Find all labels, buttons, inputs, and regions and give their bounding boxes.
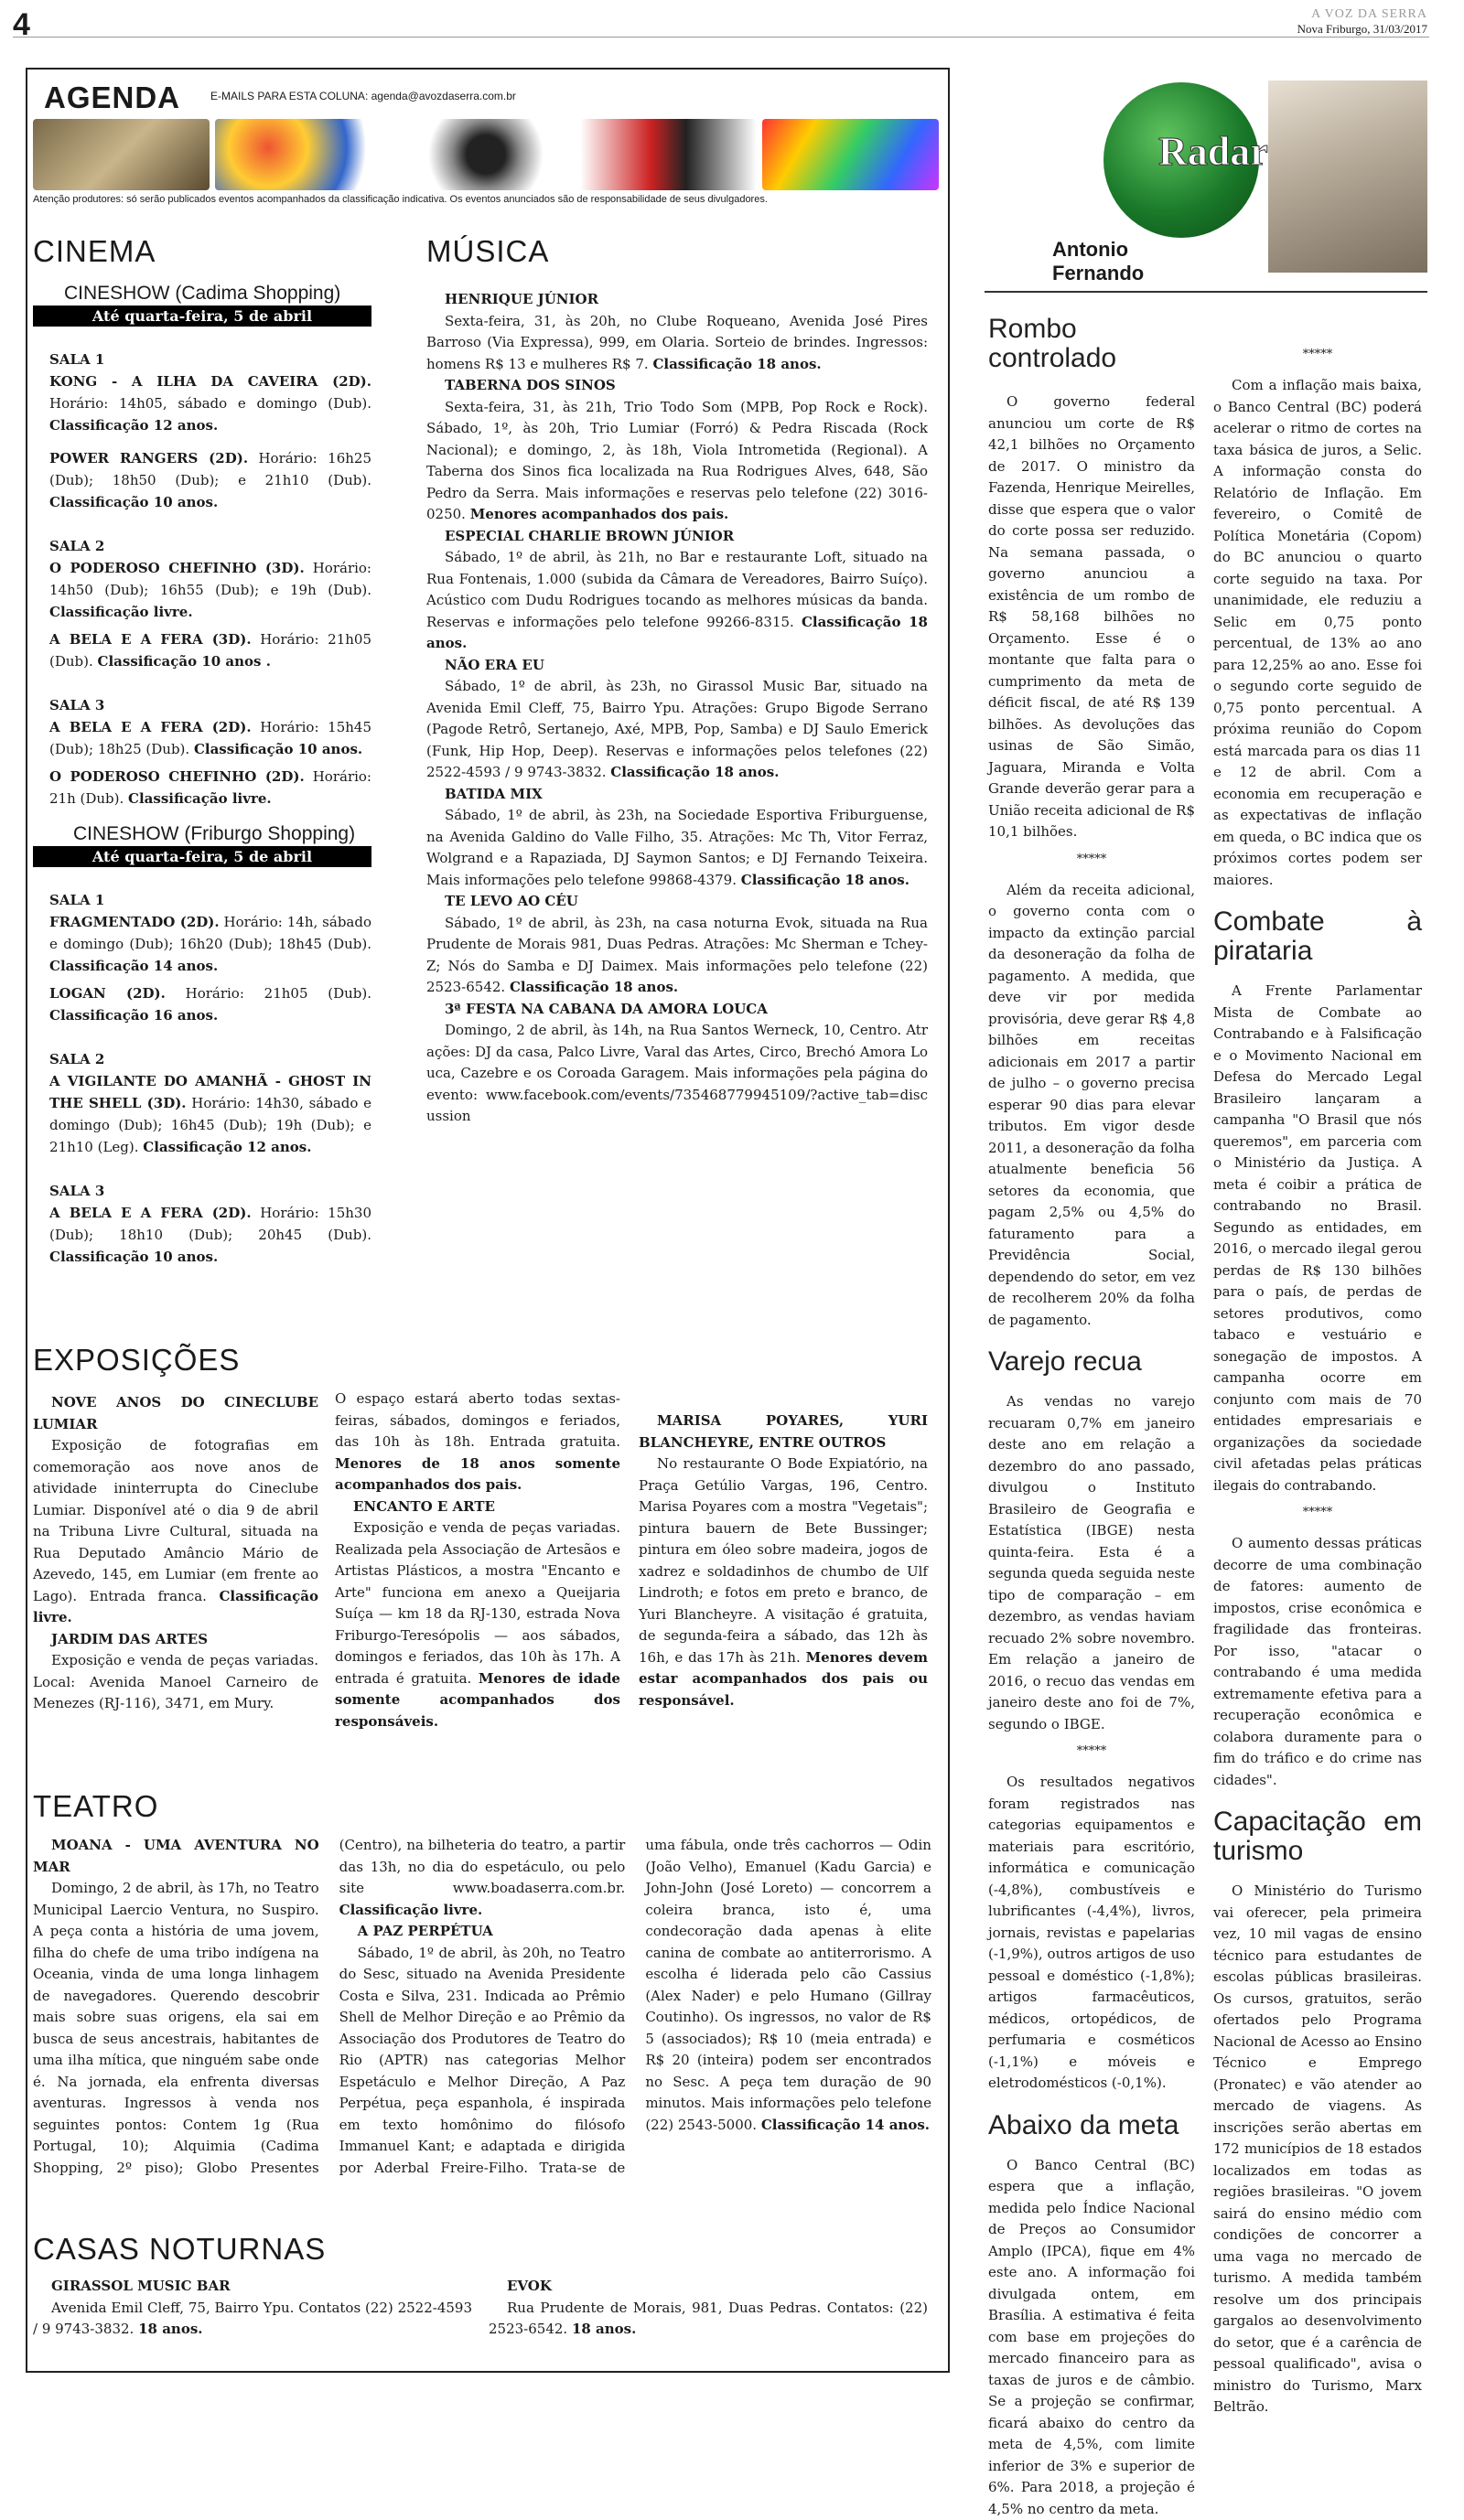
movie-listing: FRAGMENTADO (2D). Horário: 14h, sábado e domingo (Dub); 16h20 (Dub); 18h45 (Dub). Classificação 14 anos. xyxy=(49,911,371,977)
newspaper-name: A VOZ DA SERRA xyxy=(1297,7,1427,22)
separator-stars: ***** xyxy=(1213,1502,1422,1524)
exhibit-title: NOVE ANOS DO CINECLUBE LUMIAR xyxy=(33,1392,318,1435)
period-cadima: Até quarta-feira, 5 de abril xyxy=(33,306,371,327)
children-drawings-image xyxy=(215,119,392,190)
separator-stars: ***** xyxy=(988,849,1195,871)
exhibit-text: No restaurante O Bode Expiatório, na Praça Getúlio Vargas, 196, Centro. Marisa Poyares com a mostra "Vegetais"; pintura bauern de Bete Bussinger; pintura em óleo sobre madeira, jogos de xadrez e soldadinhos de chumbo de Ulf Lindroth; e fotos em preto e branco, de Yuri Blancheyre. A visitação é gratuita, de segunda-feira a sábado, das 12h às 16h, e das 17h às 21h. Menores devem estar acompanhados dos pais ou responsável. xyxy=(639,1453,928,1711)
period-friburgo: Até quarta-feira, 5 de abril xyxy=(33,847,371,867)
page-number: 4 xyxy=(13,7,30,43)
vinyl-record-image xyxy=(397,119,574,190)
event-text: Sábado, 1º de abril, às 23h, no Girassol Music Bar, situado na Avenida Emil Cleff, 75, Bairro Ypu. Atrações: Grupo Bigode Serrano (Pagode Retrô, Sertanejo, Axé, MPB, Pop, Samba) e DJ Saulo Emerick (Funk, Hip Hop, Deep). Reservas e informações pelos telefones (22) 2522-4593 / 9 9743-3832. Classificação 18 anos. xyxy=(426,676,928,784)
radar-col1 xyxy=(988,315,1195,2520)
radar-text: O governo federal anunciou um corte de R$ 42,1 bilhões no Orçamento de 2017. O ministro da Fazenda, Henrique Meirelles, disse que espera que o valor do corte possa ser reduzido. Na semana passada, o governo anunciou a existência de um rombo de R$ 58,168 bilhões no Orçamento. Esse é o montante que falta para o cumprimento da meta de déficit fiscal, de até R$ 139 bilhões. As devoluções das usinas de São Simão, Jaguara, Miranda e Volta Grande deverão gerar para a União receita adicional de R$ 10,1 bilhões. xyxy=(988,391,1195,843)
exhibit-title: MARISA POYARES, YURI BLANCHEYRE, ENTRE OUTROS xyxy=(639,1410,928,1453)
movie-listing: KONG - A ILHA DA CAVEIRA (2D). Horário: 14h05, sábado e domingo (Dub). Classificação 12 anos. xyxy=(49,370,371,436)
teatro-heading: TEATRO xyxy=(33,1789,158,1824)
sala-label: SALA 2 xyxy=(49,535,371,557)
radar-text: O Ministério do Turismo vai oferecer, pela primeira vez, 10 mil vagas de ensino técnico para estudantes de escolas públicas brasileiras. Os cursos, gratuitos, serão ofertados pelo Programa Nacional de Acesso ao Ensino Técnico e Emprego (Pronatec) e vão atender ao mercado de viagens. As inscrições serão abertas em 172 municípios de 18 estados localizados em todas as regiões brasileiras. "O jovem sairá do ensino médio com condições de concorrer a uma vaga no mercado de turismo. A medida também resolve um dos principais gargalos ao desenvolvimento do setor, que é a carência de pessoal qualificado", avisa o ministro do Turismo, Marx Beltrão. xyxy=(1213,1881,1422,2418)
event-title: HENRIQUE JÚNIOR xyxy=(426,289,928,311)
radar-text: A Frente Parlamentar Mista de Combate ao Contrabando e à Falsificação e o Movimento Nacional em Defesa do Mercado Legal Brasileiro lançaram a campanha "O Brasil que nós queremos", em parceria com o Ministério da Justiça. A meta é coibir a prática de contrabando no Brasil. Segundo as entidades, em 2016, o mercado ilegal gerou perdas de R$ 130 bilhões para o país, de perdas de setores produtivos, como tabaco e vestuário e sonegação de impostos. A campanha ocorre em conjunto com mais de 70 entidades empresariais e organizações da sociedade civil afetadas pelas práticas ilegais do contrabando. xyxy=(1213,981,1422,1496)
paint-colors-image xyxy=(762,119,939,190)
radar-heading: Varejo recua xyxy=(988,1347,1195,1377)
movie-listing: O PODEROSO CHEFINHO (3D). Horário: 14h50 (Dub); 16h55 (Dub); e 19h (Dub). Classificação livre. xyxy=(49,557,371,623)
venue-friburgo: CINESHOW (Friburgo Shopping) xyxy=(33,822,371,847)
exposicoes-col3 xyxy=(639,1389,928,1711)
club-text: Avenida Emil Cleff, 75, Bairro Ypu. Contatos (22) 2522-4593 / 9 9743-3832. 18 anos. xyxy=(33,2298,472,2341)
exhibit-text: Exposição e venda de peças variadas. Realizada pela Associação de Artesãos e Artistas Plásticos, a mostra "Encanto e Arte" funciona em anexo a Queijaria Suíça — km 18 da RJ-130, estrada Nova Friburgo-Teresópolis — aos sábados, domingos e feriados, das 10h às 17h. A entrada é gratuita. Menores de idade somente acompanhados dos responsáveis. xyxy=(335,1517,620,1732)
play-text: Sábado, 1º de abril, às 20h, no Teatro do Sesc, situado na Avenida Presidente Costa e Silva, 231. Indicada ao Prêmio Shell de Melhor Direção e ao Prêmio da Associação dos Produtores de Teatro do Rio (APTR) nas categorias Melhor Espetáculo e Melhor Direção, A Paz Perpétua, peça espanhola, é inspirada em texto homônimo do filósofo Immanuel Kant; e adaptada e dirigida por Aderbal Freire-Filho. Trata-se de uma fábula, onde três cachorros — Odin (João Velho), Emanuel (Kadu Garcia) e John-John (José Loreto) — concorrem a coleira branca, isto é, uma condecoração dada apenas à elite canina de combate ao antiterrorismo. A escolha é liderada pelo cão Cassius (Alex Nader) e pelo Humano (Gillray Coutinho). Os ingressos, no valor de R$ 5 (associados); R$ 10 (meia entrada) e R$ 20 (inteira) podem ser encontrados no Sesc. A peça tem duração de 90 minutos. Mais informações pelo telefone (22) 2543-5000. Classificação 14 anos. xyxy=(339,1835,931,2179)
radar-text: O Banco Central (BC) espera que a inflação, medida pelo Índice Nacional de Preços ao Consumidor Amplo (IPCA), fique em 4% este ano. A informação foi divulgada ontem, em Brasília. A estimativa é feita com base em projeções do mercado financeiro para as taxas de juros e de câmbio. Se a projeção se confirmar, ficará abaixo do centro da meta de 4,5%, com limite inferior de 3% e superior de 6%. Para 2018, a projeção é 4,5% no centro da meta. xyxy=(988,2155,1195,2520)
casas-heading: CASAS NOTURNAS xyxy=(33,2232,326,2267)
author-photo xyxy=(1268,80,1427,273)
event-text: Sábado, 1º de abril, às 21h, no Bar e restaurante Loft, situado na Rua Fontenais, 1.000 (subida da Câmara de Vereadores, Bairro Suíço). Acústico com Dudu Rodrigues tocando as melhores músicas da banda. Reservas e informações pelo telefone 99266-8315. Classificação 18 anos. xyxy=(426,547,928,655)
event-title: ESPECIAL CHARLIE BROWN JÚNIOR xyxy=(426,526,928,548)
radar-heading: Capacitação em turismo xyxy=(1213,1807,1422,1866)
radar-heading: Abaixo da meta xyxy=(988,2111,1195,2140)
radar-rule xyxy=(985,291,1427,293)
edition-date: Nova Friburgo, 31/03/2017 xyxy=(1297,22,1427,37)
venue-cadima: CINESHOW (Cadima Shopping) xyxy=(33,282,371,306)
event-title: TABERNA DOS SINOS xyxy=(426,375,928,397)
cinema-heading: CINEMA xyxy=(33,234,156,269)
musica-column xyxy=(426,289,928,1128)
event-text: Sexta-feira, 31, às 20h, no Clube Roqueano, Avenida José Pires Barroso (Via Expressa), 999, em Olaria. Sorteio de brindes. Ingressos: homens R$ 13 e mulheres R$ 7. Classificação 18 anos. xyxy=(426,311,928,376)
radar-text: As vendas no varejo recuaram 0,7% em janeiro deste ano em relação a dezembro do ano passado, divulgou o Instituto Brasileiro de Geografia e Estatística (IBGE) nesta quinta-feira. Esta é a segunda queda seguida neste tipo de comparação – em dezembro, as vendas haviam recuado 2% sobre novembro. Em relação a janeiro de 2016, o recuo das vendas em janeiro deste ano foi de 7%, segundo o IBGE. xyxy=(988,1391,1195,1735)
movie-listing: A BELA E A FERA (2D). Horário: 15h45 (Dub); 18h25 (Dub). Classificação 10 anos. xyxy=(49,716,371,760)
separator-stars: ***** xyxy=(1213,344,1422,366)
exhibit-title: JARDIM DAS ARTES xyxy=(33,1629,318,1651)
play-text: Domingo, 2 de abril, às 17h, no Teatro Municipal Laercio Ventura, no Suspiro. A peça conta a história de uma jovem, filha do chefe de uma tribo indígena na Oceania, vinda de uma longa linhagem de navegadores. Querendo descobrir mais sobre suas origens, ela sai em busca de seus ancestrais, habitantes de uma ilha mítica, que ninguém sabe onde é. Na jornada, ela enfrenta diversas aventuras. Ingressos à venda nos seguintes pontos: Contem 1g (Rua Portugal, 10); Alquimia (Cadima Shopping, 2º piso); Globo Presentes (Centro), na bilheteria do teatro, a partir das 13h, no dia do espetáculo, ou pelo site www.boadaserra.com.br. Classificação livre. xyxy=(33,1835,625,2179)
movie-listing: A BELA E A FERA (2D). Horário: 15h30 (Dub); 18h10 (Dub); 20h45 (Dub). Classificação 10 anos. xyxy=(49,1202,371,1268)
radar-logo: Radar xyxy=(1158,128,1268,175)
agenda-title: AGENDA xyxy=(44,80,180,115)
sala-label: SALA 1 xyxy=(49,889,371,911)
casas-col2 xyxy=(489,2276,928,2341)
agenda-notice: Atenção produtores: só serão publicados eventos acompanhados da classificação indicativa. Os eventos anunciados são de responsabilidade de seus divulgadores. xyxy=(33,194,939,205)
radar-col2 xyxy=(1213,320,1422,2418)
event-text: Sábado, 1º de abril, às 23h, na Sociedade Esportiva Friburguense, na Avenida Galdino do Valle Filho, 35. Atrações: Mc Th, Vitor Ferraz, Wolgrand e a Rapaziada, DJ Saymon Santos; e DJ Fernando Teixeira. Mais informações pelo telefone 99868-4379. Classificação 18 anos. xyxy=(426,805,928,891)
film-reel-image xyxy=(33,119,210,190)
event-title: TE LEVO AO CÉU xyxy=(426,891,928,913)
sala-label: SALA 2 xyxy=(49,1048,371,1070)
play-title: A PAZ PERPÉTUA xyxy=(339,1921,626,1943)
event-title: 3ª FESTA NA CABANA DA AMORA LOUCA xyxy=(426,999,928,1021)
top-rule xyxy=(13,37,1429,38)
exposicoes-col1 xyxy=(33,1392,318,1715)
separator-stars: ***** xyxy=(988,1741,1195,1763)
sala-label: SALA 3 xyxy=(49,1180,371,1202)
exposicoes-heading: EXPOSIÇÕES xyxy=(33,1343,240,1378)
event-text: Sexta-feira, 31, às 21h, Trio Todo Som (MPB, Pop Rock e Rock). Sábado, 1º, às 20h, Trio Lumiar (Forró) & Pedra Riscada (Rock Nacional); e domingo, 2, às 18h, Viola Intrometida (Regional). A Taberna dos Sinos fica localizada na Rua Rodrigues Alves, 648, São Pedro da Serra. Mais informações e reservas pelo telefone (22) 3016-0250. Menores acompanhados dos pais. xyxy=(426,397,928,526)
cinema-column xyxy=(33,282,371,1268)
exposicoes-col2 xyxy=(335,1389,620,1732)
movie-listing: A VIGILANTE DO AMANHÃ - GHOST IN THE SHELL (3D). Horário: 14h30, sábado e domingo (Dub); 16h45 (Dub); 19h (Dub); e 21h10 (Leg). Classificação 12 anos. xyxy=(49,1070,371,1158)
radar-text: O aumento dessas práticas decorre de uma combinação de fatores: aumento de impostos, crise econômica e fragilidade das fronteiras. Por isso, "atacar o contrabando é uma medida extremamente efetiva para a recuperação econômica e colabora duramente para o fim do tráfico e do crime nas cidades". xyxy=(1213,1533,1422,1791)
radar-text: Além da receita adicional, o governo conta com o impacto da extinção parcial da desoneração da folha de pagamento. A medida, que deve vir por medida provisória, deve gerar R$ 4,8 bilhões em receitas adicionais em 2017 a partir de julho – o governo precisa esperar 90 dias para elevar tributos. Em vigor desde 2011, a desoneração da folha atualmente beneficia 56 setores da economia, que pagam 2,5% ou 4,5% do faturamento para a Previdência Social, dependendo do setor, em vez de recolherem 20% da folha de pagamento. xyxy=(988,880,1195,1332)
radar-text: Os resultados negativos foram registrados nas categorias equipamentos e materiais para escritório, informática e comunicação (-4,8%), combustíveis e lubrificantes (-4,4%), livros, jornais, revistas e papelarias (-1,9%), outros artigos de uso pessoal e doméstico (-1,8%); artigos farmacêuticos, médicos, ortopédicos, de perfumaria e cosméticos (-1,1%) e móveis e eletrodomésticos (-0,1%). xyxy=(988,1772,1195,2095)
exhibit-text: O espaço estará aberto todas sextas-feiras, sábados, domingos e feriados, das 10h às 18h. Entrada gratuita. Menores de 18 anos somente acompanhados dos pais. xyxy=(335,1389,620,1496)
club-title: EVOK xyxy=(489,2276,928,2298)
exhibit-text: Exposição de fotografias em comemoração aos nove anos de atividade ininterrupta do Cineclube Lumiar. Disponível até o dia 9 de abril na Tribuna Livre Cultural, situada na Rua Deputado Amâncio Mário de Azevedo, 145, em Lumiar (em frente ao Lago). Entrada franca. Classificação livre. xyxy=(33,1435,318,1629)
play-title: MOANA - UMA AVENTURA NO MAR xyxy=(33,1835,319,1878)
movie-listing: POWER RANGERS (2D). Horário: 16h25 (Dub); 18h50 (Dub); e 21h10 (Dub). Classificação 10 anos. xyxy=(49,447,371,513)
radar-heading: Rombo controlado xyxy=(988,315,1195,373)
agenda-banner xyxy=(33,117,939,192)
club-text: Rua Prudente de Morais, 981, Duas Pedras. Contatos: (22) 2523-6542. 18 anos. xyxy=(489,2298,928,2341)
event-title: NÃO ERA EU xyxy=(426,655,928,677)
movie-listing: A BELA E A FERA (3D). Horário: 21h05 (Dub). Classificação 10 anos . xyxy=(49,628,371,672)
radar-heading: Combate à pirataria xyxy=(1213,907,1422,966)
movie-listing: LOGAN (2D). Horário: 21h05 (Dub). Classificação 16 anos. xyxy=(49,982,371,1026)
exhibit-text: Exposição e venda de peças variadas. Local: Avenida Manoel Carneiro de Menezes (RJ-116), 3471, em Mury. xyxy=(33,1650,318,1715)
casas-col1 xyxy=(33,2276,472,2341)
musica-heading: MÚSICA xyxy=(426,234,549,269)
sala-label: SALA 1 xyxy=(49,349,371,370)
event-text: Domingo, 2 de abril, às 14h, na Rua Santos Werneck, 10, Centro. Atrações: DJ da casa, Palco Livre, Varal das Artes, Circo, Brechó Amora Louca, Cazebre e os Coroada Garagem. Mais informações pela página do evento: www.facebook.com/events/735468779945109/?active_tab=discussion xyxy=(426,1020,928,1128)
club-title: GIRASSOL MUSIC BAR xyxy=(33,2276,472,2298)
event-title: BATIDA MIX xyxy=(426,784,928,806)
radar-header xyxy=(985,73,1427,293)
radar-text: Com a inflação mais baixa, o Banco Central (BC) poderá acelerar o ritmo de cortes na taxa básica de juros, a Selic. A informação consta do Relatório de Inflação. Em fevereiro, o Comitê de Política Monetária (Copom) do BC anunciou o quarto corte seguido na taxa. Por unanimidade, ele reduziu a Selic em 0,75 ponto percentual, de 13% ao ano para 12,25% ao ano. Esse foi o segundo corte seguido de 0,75 ponto percentual. A próxima reunião do Copom está marcada para os dias 11 e 12 de abril. Com a economia em recuperação e as expectativas de inflação em queda, o BC indica que os próximos cortes podem ser maiores. xyxy=(1213,375,1422,891)
agenda-email: E-MAILS PARA ESTA COLUNA: agenda@avozdaserra.com.br xyxy=(210,90,516,102)
masthead xyxy=(1297,7,1427,37)
movie-listing: O PODEROSO CHEFINHO (2D). Horário: 21h (Dub). Classificação livre. xyxy=(49,766,371,810)
sala-label: SALA 3 xyxy=(49,694,371,716)
theater-masks-image xyxy=(580,119,757,190)
exhibit-title: ENCANTO E ARTE xyxy=(335,1496,620,1518)
author-name: Antonio Fernando xyxy=(1052,238,1144,285)
event-text: Sábado, 1º de abril, às 23h, na casa noturna Evok, situada na Rua Prudente de Morais 981, Duas Pedras. Atrações: Mc Sherman e Tchey-Z; Nós do Samba e DJ Daimex. Mais informações pelo telefone (22) 2523-6542. Classificação 18 anos. xyxy=(426,913,928,999)
teatro-columns xyxy=(33,1835,931,2179)
